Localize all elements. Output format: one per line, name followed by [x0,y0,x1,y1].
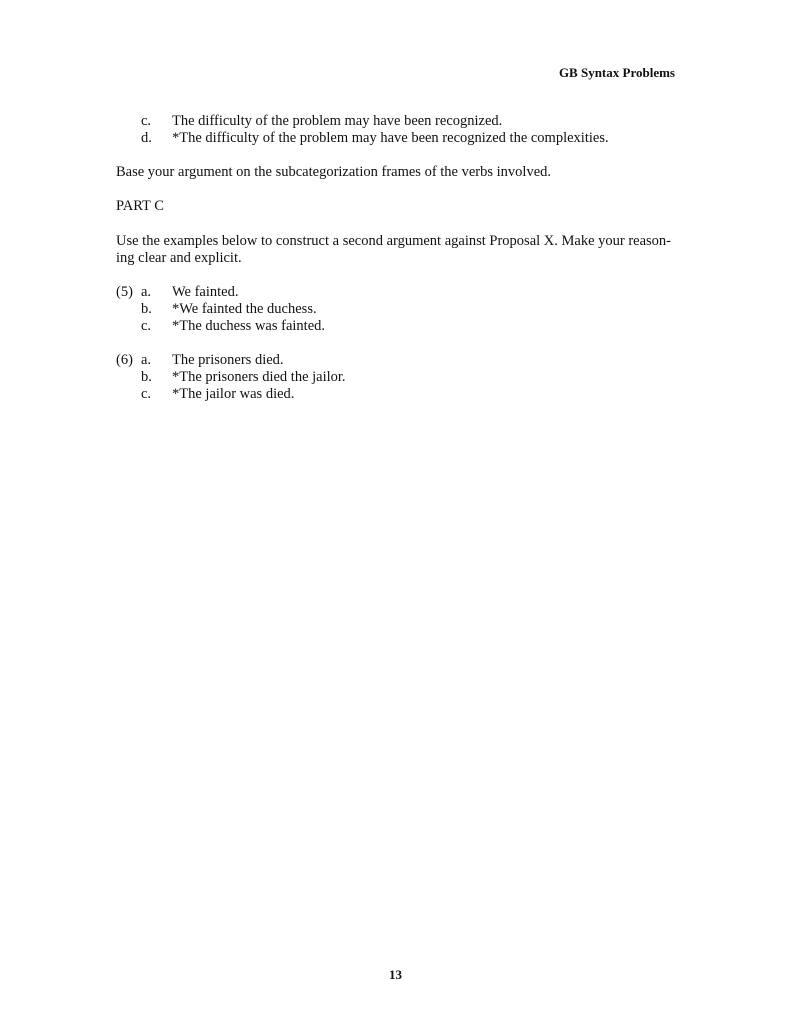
example-text: *The jailor was died. [172,386,295,402]
example-text: *The difficulty of the problem may have been recognized the complexities. [172,130,609,146]
example-text: The prisoners died. [172,352,284,368]
instruction-line: ing clear and explicit. [116,250,242,266]
page-number: 13 [389,967,402,982]
example-letter: a. [141,352,152,368]
example-number: (6) [116,352,133,368]
instruction-line: Use the examples below to construct a second argument against Proposal X. Make your reason- [116,233,672,249]
example-letter: c. [141,386,152,402]
example-letter: d. [141,130,152,146]
example-text: We fainted. [172,284,239,300]
example-letter: a. [141,284,152,300]
example-text: The difficulty of the problem may have been recognized. [172,113,503,129]
part-heading: PART C [116,198,164,214]
example-text: *We fainted the duchess. [172,301,317,317]
example-letter: b. [141,369,152,385]
example-text: *The prisoners died the jailor. [172,369,346,385]
example-letter: b. [141,301,152,317]
example-letter: c. [141,113,152,129]
example-text: *The duchess was fainted. [172,318,326,334]
running-header: GB Syntax Problems [558,65,675,80]
instruction-paragraph: Base your argument on the subcategorization frames of the verbs involved. [116,164,552,180]
example-number: (5) [116,284,133,300]
example-letter: c. [141,318,152,334]
